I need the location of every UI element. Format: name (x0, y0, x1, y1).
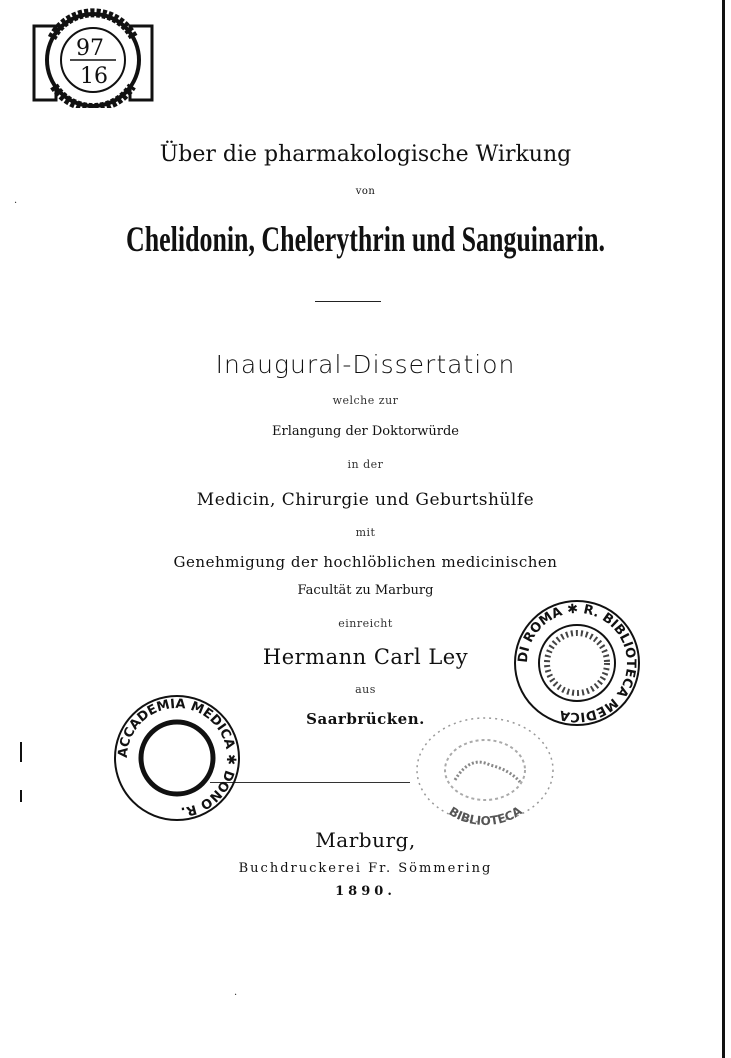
in-der-label: in der (347, 458, 384, 471)
scan-mark (20, 790, 22, 802)
printer-name: Buchdruckerei Fr. Sömmering (238, 861, 493, 876)
von-label: von (355, 186, 376, 197)
faculty-name: Facultät zu Marburg (297, 583, 434, 598)
mit-label: mit (355, 526, 376, 539)
right-stamp-text: DI ROMA ✱ R. BIBLIOTECA MEDICA (515, 601, 639, 725)
scan-mark (20, 742, 22, 762)
document-subject: Chelidonin, Chelerythrin und Sanguinarin. (126, 219, 605, 259)
approval-text: Genehmigung der hochlöblichen medicinischen (173, 553, 558, 571)
dissertation-heading: Inaugural-Dissertation (215, 350, 516, 379)
svg-text:ACCADEMIA MEDICA ✱ DONO R. (116, 697, 238, 819)
scan-speck: · (14, 198, 18, 209)
faculty-subject: Medicin, Chirurgie und Geburtshülfe (196, 490, 535, 510)
einreicht-label: einreicht (338, 617, 393, 630)
shelfmark-number-top: 97 (76, 36, 104, 61)
title-divider (315, 301, 381, 302)
left-stamp-text: ACCADEMIA MEDICA ✱ DONO R. (115, 696, 239, 819)
svg-text:BIBLIOTECA (446, 803, 525, 828)
shelfmark-number-bottom: 16 (80, 64, 108, 89)
publication-year: 1890. (335, 884, 396, 899)
svg-text:DI ROMA ✱ R. BIBLIOTECA MEDICA (516, 602, 638, 724)
publication-city: Marburg, (315, 828, 416, 852)
biblioteca-medica-stamp (512, 598, 642, 728)
author-name: Hermann Carl Ley (262, 645, 469, 669)
welche-zur-label: welche zur (332, 394, 399, 407)
author-hometown: Saarbrücken. (306, 710, 425, 728)
aus-label: aus (355, 683, 376, 696)
document-title: Über die pharmakologische Wirkung (159, 142, 572, 167)
scan-speck: · (234, 990, 238, 1001)
degree-purpose: Erlangung der Doktorwürde (272, 424, 459, 439)
biblioteca-faint-stamp (410, 710, 560, 830)
accademia-medica-stamp (112, 693, 242, 823)
center-stamp-text: BIBLIOTECA (446, 803, 525, 829)
